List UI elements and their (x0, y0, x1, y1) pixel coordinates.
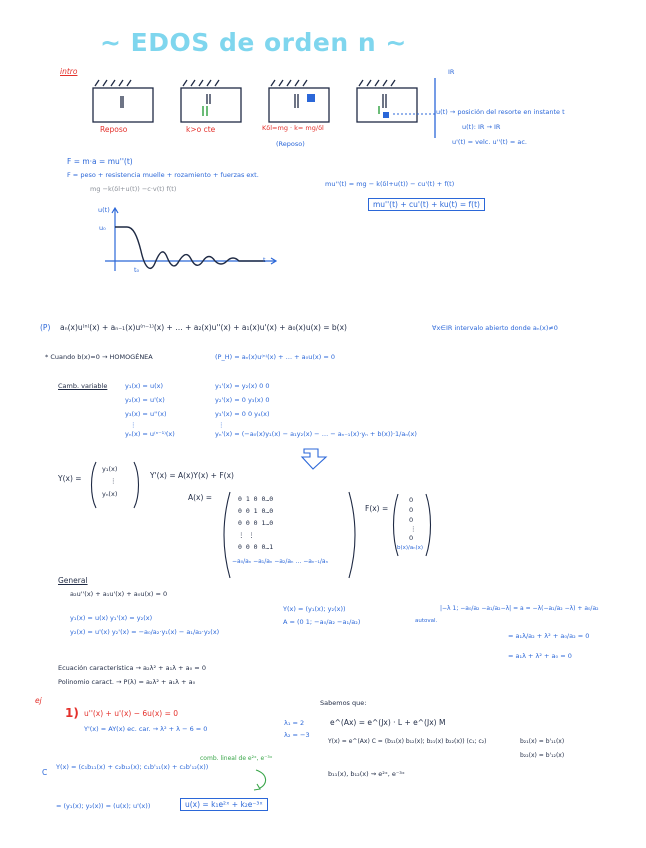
example-Y-general: Y(x) = (c₁b₁₁(x) + c₂b₁₂(x); c₁b'₁₁(x) + c₂b'₁₂(x)) (56, 763, 209, 771)
page-title: ~ EDOS de orden n ~ (100, 28, 407, 57)
change-left-1: y₁(x) = u(x) (125, 382, 163, 390)
change-left-2: y₂(x) = u'(x) (125, 396, 165, 404)
example-final-left: = (y₁(x); y₂(x)) = (u(x); u'(x)) (56, 802, 151, 810)
oscillation-graph (95, 205, 280, 275)
spring-figures (85, 78, 445, 153)
change-right-3: y₃'(x) = 0 0 y₄(x) (215, 410, 270, 418)
sabemos-l2: Y(x) = e^(Ax) C = (b₁₁(x) b₁₂(x); b₂₁(x) b₂₂(x)) (c₁; c₂) (328, 738, 487, 745)
caption-kdl: Kδl=mg · k= mg/δl (262, 124, 324, 132)
Y-entry-1: y₁(x) (102, 465, 118, 473)
graph-y0: u₀ (99, 224, 106, 232)
general2-A: A = (0 1; −a₀/a₂ −a₁/a₂) (283, 618, 361, 626)
A-row-2: 0 0 1 0…0 (238, 507, 274, 515)
annot-mapping: u(t): IR → IR (462, 123, 501, 131)
general2-r1: = a₁λ/a₂ + λ² + a₀/a₂ = 0 (508, 632, 590, 640)
A-row-5: 0 0 0 0…1 (238, 543, 274, 551)
change-left-4: ⋮ (130, 421, 137, 429)
Y-entry-2: ⋮ (110, 477, 117, 485)
A-row-4: ⋮ ⋮ (238, 531, 255, 539)
arrow-down-icon (300, 447, 330, 471)
figure-spring-mg (269, 80, 329, 122)
change-right-2: y₂'(x) = 0 y₃(x) 0 (215, 396, 270, 404)
general-nth-eq: aₙ(x)u⁽ⁿ⁾(x) + aₙ₋₁(x)u⁽ⁿ⁻¹⁾(x) + … + a₂(x)u''(x) + a₁(x)u'(x) + a₀(x)u(x) = b(x) (60, 323, 347, 332)
general2-Y: Y(x) = (y₁(x); y₂(x)) (283, 605, 346, 613)
A-row-1: 0 1 0 0…0 (238, 495, 274, 503)
general2-l2: y₂(x) = u'(x) y₂'(x) = −a₀/a₂·y₁(x) − a₁/a₂·y₂(x) (70, 628, 220, 636)
sabemos-l2b: b₂₁(x) = b'₁₁(x) (520, 738, 565, 745)
force-sum: F = peso + resistencia muelle + rozamiento + fuerzas ext. (67, 171, 259, 179)
sabemos-l2c: b₂₂(x) = b'₁₂(x) (520, 752, 565, 759)
newton-law: F = m·a = mu''(t) (67, 157, 133, 166)
F-entry-2: 0 (409, 506, 414, 514)
F-entry-5: 0 (409, 534, 414, 542)
motion-eq-boxed: mu''(t) + cu'(t) + ku(t) = f(t) (368, 198, 485, 211)
A-row-3: 0 0 0 1…0 (238, 519, 274, 527)
F-entry-4: ⋮ (410, 525, 417, 533)
example-tag: ej (35, 696, 42, 705)
root-2: λ₂ = −3 (284, 731, 310, 739)
general-label: General (58, 576, 88, 585)
example-final-solution: u(x) = k₁e²ˣ + k₂e⁻³ˣ (180, 798, 268, 811)
caption-reposo2: (Reposo) (276, 140, 305, 148)
Y-label: Y(x) = (58, 474, 82, 483)
sabemos-title: Sabemos que: (320, 699, 367, 707)
figure-spring-k (181, 80, 241, 122)
general2-eq: a₂u''(x) + a₁u'(x) + a₀u(x) = 0 (70, 590, 168, 598)
intro-label: intro (60, 67, 78, 76)
F-entry-1: 0 (409, 496, 414, 504)
example-sys: Y'(x) = AY(x) ec. car. → λ² + λ − 6 = 0 (84, 725, 208, 733)
graph-x0: t₀ (134, 266, 140, 274)
F-entry-3: 0 (409, 516, 414, 524)
example-number: 1) (65, 706, 79, 720)
charac-eq: Ecuación característica → a₂λ² + a₁λ + a₀ = 0 (58, 664, 206, 672)
root-1: λ₁ = 2 (284, 719, 305, 727)
charac-poly: Polinomio caract. → P(λ) = a₂λ² + a₁λ + a₀ (58, 678, 196, 686)
graph-xlabel: t (263, 256, 266, 264)
example-eq: u''(x) + u'(x) − 6u(x) = 0 (84, 709, 179, 718)
change-right-5: yₙ'(x) = (−a₀(x)y₁(x) − a₁y₂(x) − … − aₙ₋₁(x)·yₙ + b(x))·1/aₙ(x) (215, 430, 417, 438)
annot-derivatives: u'(t) = velc. u''(t) = ac. (452, 138, 527, 146)
homog-text: * Cuando b(x)=0 → HOMOGÉNEA (45, 353, 153, 361)
motion-eq: mu''(t) = mg − k(δl+u(t)) − cu'(t) + f(t) (325, 180, 455, 188)
change-left-5: yₙ(x) = u⁽ⁿ⁻¹⁾(x) (125, 430, 175, 438)
caption-reposo: Reposo (100, 125, 128, 134)
general2-l1: y₁(x) = u(x) y₁'(x) = y₂(x) (70, 614, 153, 622)
general2-r2: = a₁λ + λ² + a₀ = 0 (508, 652, 572, 660)
graph-ylabel: u(t) (98, 206, 110, 214)
figure-reposo (93, 80, 153, 122)
caption-k: k>o cte (186, 125, 216, 134)
annot-position: u(t) → posición del resorte en instante t (436, 108, 565, 116)
general2-det: |−λ 1; −a₀/a₂ −a₁/a₂−λ| = a = −λ(−a₁/a₂ −λ) + a₀/a₂ (440, 605, 599, 612)
comb-lineal-note: comb. lineal de e²ˣ, e⁻³ˣ (200, 755, 273, 762)
change-right-1: y₁'(x) = y₂(x) 0 0 (215, 382, 270, 390)
system-eq: Y'(x) = A(x)Y(x) + F(x) (150, 471, 234, 480)
homog-eq: (P_H) = aₙ(x)u⁽ⁿ⁾(x) + … + a₀u(x) = 0 (215, 353, 336, 361)
side-c: C (42, 768, 48, 777)
change-left-3: y₃(x) = u''(x) (125, 410, 167, 418)
F-entry-6: b(x)/aₙ(x) (397, 545, 423, 551)
curved-arrow-icon (238, 768, 278, 792)
Y-entry-3: yₙ(x) (102, 490, 118, 498)
autoval-label: autoval. (415, 618, 438, 624)
figure-spring-u (357, 78, 438, 138)
force-terms: mg −k(δl+u(t)) −c·v(t) f(t) (90, 185, 177, 193)
sabemos-l1: e^(Ax) = e^(Jx) · L + e^(Jx) M (330, 718, 446, 727)
general-domain: ∀x∈IR intervalo abierto donde aₙ(x)≠0 (432, 324, 558, 332)
A-label: A(x) = (188, 493, 213, 502)
sabemos-l3: b₁₁(x), b₁₂(x) ⇝ e²ˣ, e⁻³ˣ (328, 770, 405, 778)
axis-label-r: IR (448, 68, 455, 76)
F-label: F(x) = (365, 504, 389, 513)
change-right-4: ⋮ (218, 421, 225, 429)
A-row-6: −a₀/aₙ −a₁/aₙ −a₂/aₙ … −aₙ₋₁/aₙ (232, 558, 328, 565)
p-label: (P) (40, 323, 51, 332)
change-label: Camb. variable (58, 382, 108, 390)
